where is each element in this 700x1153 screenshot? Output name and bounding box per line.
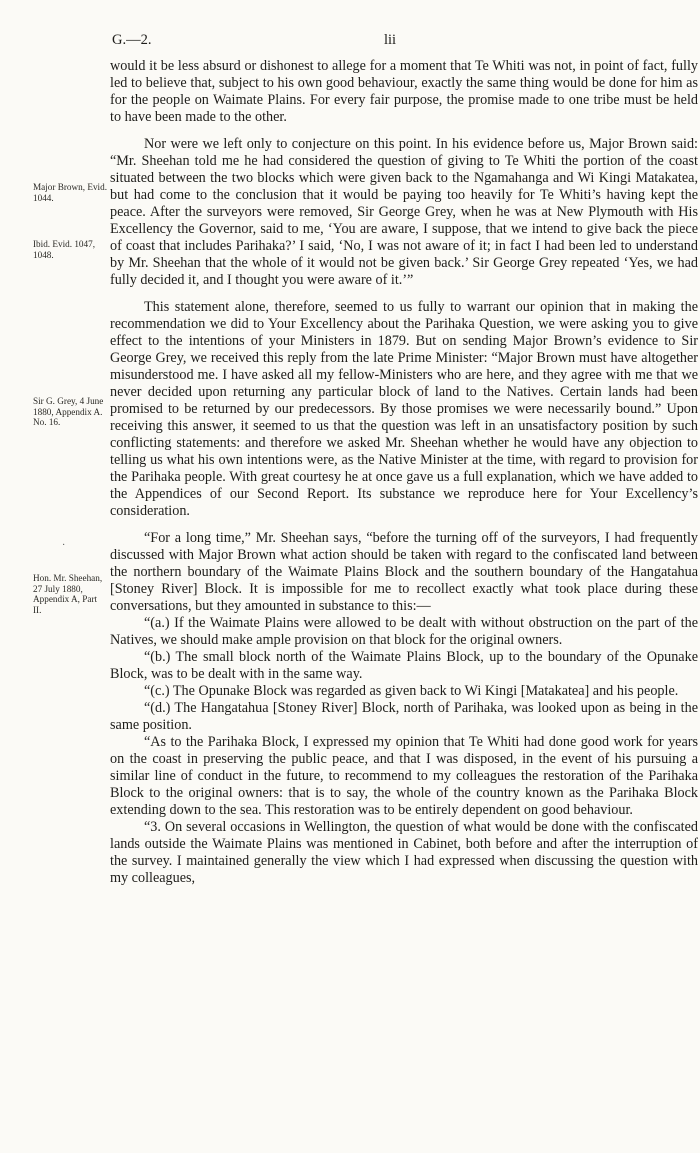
margin-note-ibid: Ibid. Evid. 1047, 1048. [33,239,96,260]
paragraph-parihaka-block: “As to the Parihaka Block, I expressed my opinion that Te Whiti had done good work for years on the coast in preserving the public peace, and that I was disposed, in the event of his pursuing a similar line of conduct in the future, to recommend to my colleagues the restoration of the Parihaka Block to the original owners: that is to say, the whole of the country known as the Parihaka Block extending down to the sea. This restoration was to be entirely dependent on good behaviour. [110,734,698,818]
paragraph-major-brown-evidence: Nor were we left only to conjecture on this point. In his evidence before us, Major Brown said: “Mr. Sheehan told me he had considered the question of giving to Te Whiti the portion of the coast situated between the two blocks which were given back to the Ngamahanga and Wi Kingi Matakatea, but had come to the conclusion that it would be paying too heavily for Te Whiti’s having kept the peace. After the surveyors were removed, Sir George Grey, when he was at New Plymouth with His Excellency the Governor, said to me, ‘You are aware, I suppose, that we intend to give back the piece of coast that includes Parihaka?’ I said, ‘No, I was not aware of it; in fact I had been led to understand by Mr. Sheehan that the whole of it would not be given back.’ Sir George Grey repeated ‘Yes, we had fully decided it, and I thought you were aware of it.’” [110,136,698,288]
margin-note-sir-g-grey: Sir G. Grey, 4 June 1880, Appendix A. No. 16. [33,396,104,428]
document-body [110,58,698,887]
page-number: lii [384,32,397,48]
page-series-label: G.—2. [112,32,152,48]
paragraph-statement: This statement alone, therefore, seemed to us fully to warrant our opinion that in making the recommendation we did to Your Excellency about the Parihaka Question, we were asking you to give effect to the intentions of your Ministers in 1879. But on sending Major Brown’s evidence to Sir George Grey, we received this reply from the late Prime Minister: “Major Brown must have altogether misunderstood me. I have asked all my fellow-Ministers who are here, and they agree with me that we never decided upon returning any particular block of land to the Natives. Certain lands had been promised to be returned by our predecessors. By those promises we were necessarily bound.” Upon receiving this answer, it seemed to us that the question was left in an unsatisfactory position by such conflicting statements: and therefore we asked Mr. Sheehan whether he would have any objection to telling us what his own intentions were, as the Native Minister at the time, with regard to provision for the Parihaka people. With great courtesy he at once gave us a full explanation, which we have added to the Appendices of our Second Report. Its substance we reproduce here for Your Excellency’s consideration. [110,299,698,519]
paragraph-item-a: “(a.) If the Waimate Plains were allowed to be dealt with without obstruction on the part of the Natives, we should make ample provision on that block for the original owners. [110,615,698,648]
paragraph-item-d: “(d.) The Hangatahua [Stoney River] Block, north of Parihaka, was looked upon as being in the same position. [110,700,698,733]
margin-mark: · [62,540,66,551]
paragraph-continuation: would it be less absurd or dishonest to allege for a moment that Te Whiti was not, in point of fact, fully led to believe that, subject to his own good behaviour, exactly the same thing would be done for him as for the people on Waimate Plains. For every fair purpose, the promise made to one tribe must be held to have been made to the other. [110,58,698,125]
margin-note-sheehan: Hon. Mr. Sheehan, 27 July 1880, Appendix A, Part II. [33,573,103,615]
paragraph-sheehan-quote: “For a long time,” Mr. Sheehan says, “before the turning off of the surveyors, I had frequently discussed with Major Brown what action should be taken with regard to the confiscated land between the northern boundary of the Waimate Plains Block and the southern boundary of the Hangatahua [Stoney River] Block. It is impossible for me to recollect exactly what took place during these conversations, but they amounted in substance to this:— [110,530,698,614]
paragraph-item-3: “3. On several occasions in Wellington, the question of what would be done with the confiscated lands outside the Waimate Plains was mentioned in Cabinet, both before and after the interruption of the survey. I maintained generally the view which I had expressed when discussing the question with my colleagues, [110,819,698,886]
page-header [112,32,600,52]
paragraph-item-c: “(c.) The Opunake Block was regarded as given back to Wi Kingi [Matakatea] and his people. [144,683,679,699]
margin-note-major-brown: Major Brown, Evid. 1044. [33,182,108,203]
paragraph-item-b: “(b.) The small block north of the Waimate Plains Block, up to the boundary of the Opunake Block, was to be dealt with in the same way. [110,649,698,682]
